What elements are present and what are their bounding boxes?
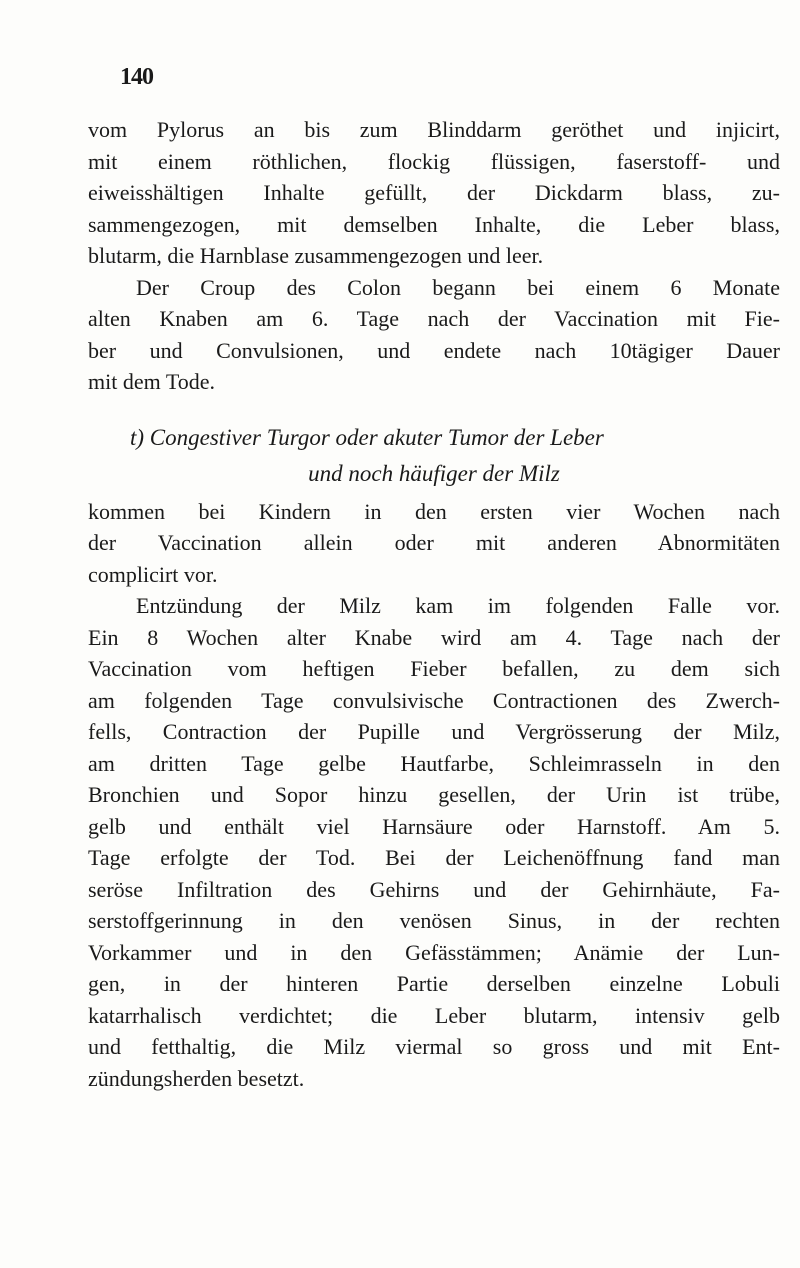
text-line: serstoffgerinnung in den venösen Sinus, in der rechten bbox=[88, 908, 780, 933]
text-line: am folgenden Tage convulsivische Contractionen des Zwerch- bbox=[88, 687, 780, 713]
text-line: Bronchien und Sopor hinzu gesellen, der Urin ist trübe, bbox=[88, 782, 780, 807]
text-line: ber und Convulsionen, und endete nach 10tägiger Dauer bbox=[88, 337, 780, 363]
text-line: Tage erfolgte der Tod. Bei der Leichenöffnung fand man bbox=[88, 845, 780, 870]
section-heading bbox=[88, 420, 780, 496]
text-line: der Vaccination allein oder mit anderen Abnormitäten bbox=[88, 530, 780, 555]
text-line: Vaccination vom heftigen Fieber befallen, zu dem sich bbox=[88, 656, 780, 681]
text-line: katarrhalisch verdichtet; die Leber blutarm, intensiv gelb bbox=[88, 1002, 780, 1028]
page-number: 140 bbox=[120, 64, 153, 90]
text-line: am dritten Tage gelbe Hautfarbe, Schleimrasseln in den bbox=[88, 750, 780, 776]
section-heading-line: t) Congestiver Turgor oder akuter Tumor der Leber bbox=[130, 424, 604, 450]
text-line: mit einem röthlichen, flockig flüssigen, faserstoff- und bbox=[88, 148, 780, 174]
text-line: Ein 8 Wochen alter Knabe wird am 4. Tage nach der bbox=[88, 624, 780, 650]
text-line: blutarm, die Harnblase zusammengezogen und leer. bbox=[88, 243, 544, 268]
text-line: sammengezogen, mit demselben Inhalte, die Leber blass, bbox=[88, 211, 780, 237]
paragraph bbox=[88, 590, 780, 1094]
text-line: Entzündung der Milz kam im folgenden Falle vor. bbox=[136, 593, 780, 618]
text-line: vom Pylorus an bis zum Blinddarm geröthet und injicirt, bbox=[88, 117, 780, 142]
section-heading-line: und noch häufiger der Milz bbox=[308, 460, 560, 486]
text-line: mit dem Tode. bbox=[88, 369, 215, 394]
text-line: complicirt vor. bbox=[88, 561, 218, 587]
paragraph bbox=[88, 272, 780, 398]
paragraph bbox=[88, 496, 780, 591]
text-line: Vorkammer und in den Gefässtämmen; Anämie der Lun- bbox=[88, 939, 780, 965]
text-line: zündungsherden besetzt. bbox=[88, 1065, 305, 1091]
paragraph bbox=[88, 114, 780, 272]
text-line: gen, in der hinteren Partie derselben einzelne Lobuli bbox=[88, 971, 780, 996]
text-line: alten Knaben am 6. Tage nach der Vaccination mit Fie- bbox=[88, 306, 780, 331]
text-line: und fetthaltig, die Milz viermal so gross und mit Ent- bbox=[88, 1034, 780, 1059]
text-line: kommen bei Kindern in den ersten vier Wochen nach bbox=[88, 498, 780, 524]
text-line: Der Croup des Colon begann bei einem 6 Monate bbox=[136, 274, 780, 300]
text-line: gelb und enthält viel Harnsäure oder Harnstoff. Am 5. bbox=[88, 813, 780, 839]
text-line: eiweisshältigen Inhalte gefüllt, der Dickdarm blass, zu- bbox=[88, 180, 780, 205]
text-line: fells, Contraction der Pupille und Vergrösserung der Milz, bbox=[88, 719, 780, 744]
text-line: seröse Infiltration des Gehirns und der Gehirnhäute, Fa- bbox=[88, 876, 780, 902]
body-text bbox=[88, 114, 780, 1094]
